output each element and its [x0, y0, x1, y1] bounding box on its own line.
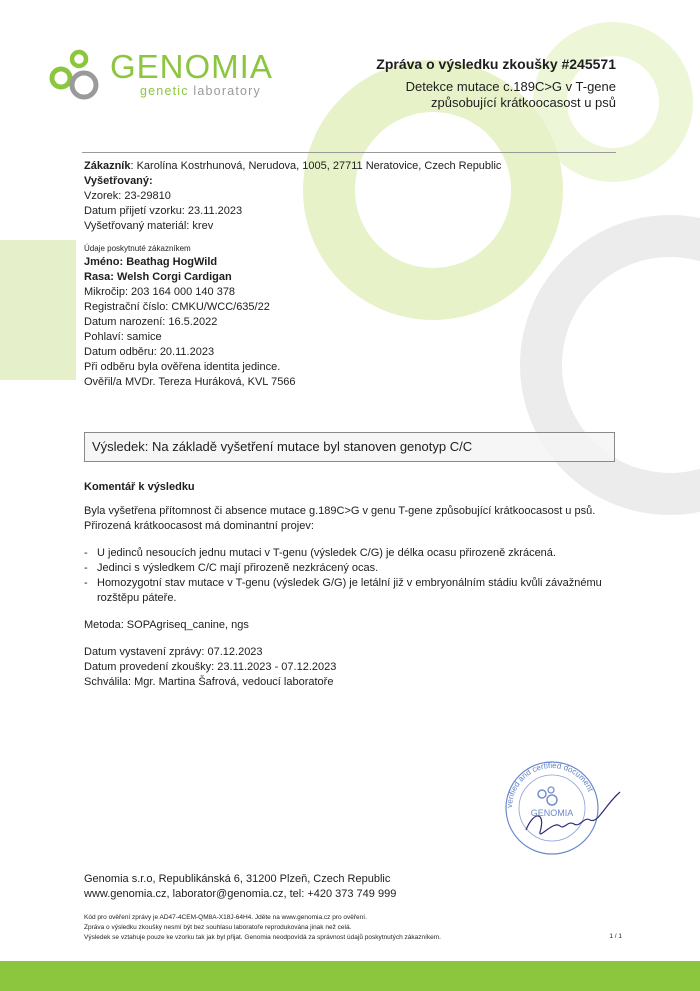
page-number: 1 / 1	[609, 933, 622, 940]
identity-note: Při odběru byla ověřena identita jedince.	[84, 361, 281, 373]
microchip: Mikročip: 203 164 000 140 378	[84, 286, 236, 298]
company-contact: www.genomia.cz, laborator@genomia.cz, tel: +420 373 749 999	[84, 888, 397, 900]
list-item: - Homozygotní stav mutace v T-genu (výsledek G/G) je letální již v embryonálním stádiu kvůli závažnému rozštěpu páteře.	[84, 577, 602, 604]
test-date: Datum provedení zkoušky: 23.11.2023 - 07.12.2023	[84, 661, 337, 673]
dog-breed-label: Rasa:	[84, 271, 114, 283]
company-tagline	[140, 84, 261, 98]
report-info	[84, 159, 624, 390]
header-divider	[82, 152, 616, 153]
footer-address	[84, 872, 396, 902]
company-address: Genomia s.r.o, Republikánská 6, 31200 Plzeň, Czech Republic	[84, 873, 391, 885]
method: Metoda: SOPAgriseq_canine, ngs	[84, 619, 249, 631]
footer-green-bar	[0, 961, 700, 991]
verification-code: Kód pro ověření zprávy je AD47-4CEM-QM8A-X18J-64H4. Jděte na www.genomia.cz pro ověření.	[84, 914, 367, 921]
result-box: Výsledek: Na základě vyšetření mutace byl stanoven genotyp C/C	[84, 432, 615, 462]
report-subtitle-line1: Detekce mutace c.189C>G v T-gene	[405, 79, 616, 94]
list-item: - U jedinců nesoucích jednu mutaci v T-genu (výsledek C/G) je délka ocasu přirozeně zkrácená.	[84, 547, 556, 559]
received-date: Datum přijetí vzorku: 23.11.2023	[84, 205, 243, 217]
tagline-part2: laboratory	[193, 84, 261, 98]
reproduction-note: Zpráva o výsledku zkoušky nesmí být bez souhlasu laboratoře reprodukována jinak než celá.	[84, 924, 352, 931]
sex: Pohlaví: samice	[84, 331, 162, 343]
customer-label: Zákazník	[84, 160, 131, 172]
list-item: - Jedinci s výsledkem C/C mají přirozeně nezkrácený ocas.	[84, 562, 379, 574]
comment-title: Komentář k výsledku	[84, 481, 195, 493]
approved-by: Schválila: Mgr. Martina Šafrová, vedoucí laboratoře	[84, 676, 334, 688]
customer-data-note: Údaje poskytnuté zákazníkem	[84, 244, 191, 253]
sample-id: Vzorek: 23-29810	[84, 190, 171, 202]
dog-breed-value: Welsh Corgi Cardigan	[117, 271, 232, 283]
dog-name-value: Beathag HogWild	[126, 256, 218, 268]
certification-stamp	[494, 750, 644, 860]
liability-note: Výsledek se vztahuje pouze ke vzorku tak jak byl přijat. Genomia neodpovídá za správnost údajů poskytnutých zákazníkem.	[84, 934, 441, 941]
verified-by: Ověřil/a MVDr. Tereza Huráková, KVL 7566	[84, 376, 296, 388]
registration-number: Registrační číslo: CMKU/WCC/635/22	[84, 301, 270, 313]
dog-name-label: Jméno:	[84, 256, 124, 268]
issue-date: Datum vystavení zprávy: 07.12.2023	[84, 646, 263, 658]
report-title: Zpráva o výsledku zkoušky #245571	[376, 56, 616, 72]
stamp-brand: GENOMIA	[530, 808, 574, 818]
report-subtitle-line2: způsobující krátkoocasost u psů	[431, 95, 616, 110]
fine-print	[84, 913, 624, 943]
comment-line1: Byla vyšetřena přítomnost či absence mutace g.189C>G v genu T-gene způsobující krátkoocasost u psů.	[84, 505, 596, 517]
customer-value: : Karolína Kostrhunová, Nerudova, 1005, 27711 Neratovice, Czech Republic	[130, 160, 502, 172]
examined-label: Vyšetřovaný:	[84, 175, 153, 187]
comment-line2: Přirozená krátkoocasost má dominantní projev:	[84, 520, 314, 532]
company-logo	[48, 48, 308, 108]
material: Vyšetřovaný materiál: krev	[84, 220, 214, 232]
customer-row	[84, 159, 624, 174]
genomia-logo-icon	[48, 48, 110, 104]
decorative-side-block	[0, 240, 76, 380]
tagline-part1: genetic	[140, 84, 189, 98]
stamp-text: verified and certified document	[504, 760, 596, 809]
company-name: GENOMIA	[110, 48, 273, 85]
birth-date: Datum narození: 16.5.2022	[84, 316, 218, 328]
sampling-date: Datum odběru: 20.11.2023	[84, 346, 215, 358]
result-comment	[84, 480, 624, 690]
report-header	[286, 56, 616, 111]
